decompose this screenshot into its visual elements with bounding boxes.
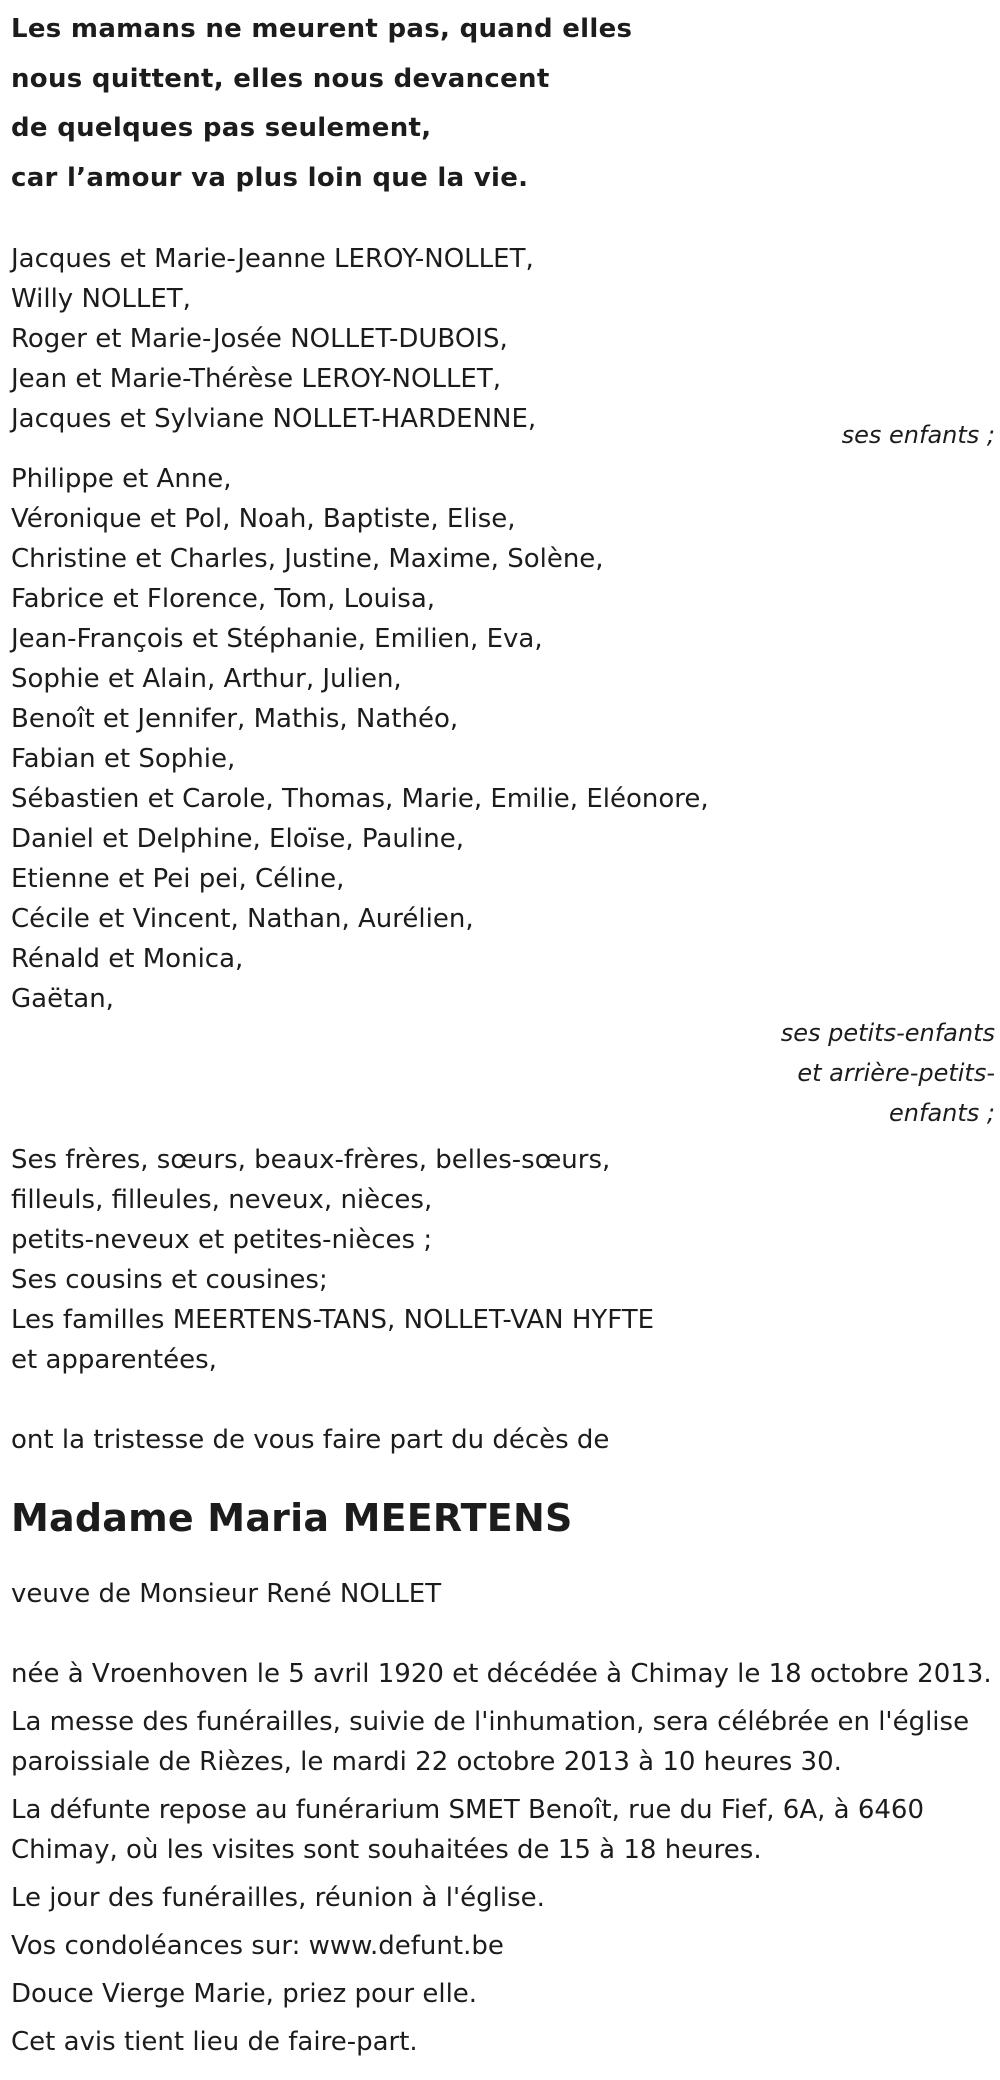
grandchild-entry: Daniel et Delphine, Eloïse, Pauline, xyxy=(11,824,465,854)
detail-paragraph: Cet avis tient lieu de faire-part. xyxy=(11,2027,418,2057)
child-entry: Jacques et Marie-Jeanne LEROY-NOLLET, xyxy=(11,244,534,274)
grandchild-entry: Benoît et Jennifer, Mathis, Nathéo, xyxy=(11,704,459,734)
child-entry: Jean et Marie-Thérèse LEROY-NOLLET, xyxy=(11,364,502,394)
announcement-text: ont la tristesse de vous faire part du décès de xyxy=(11,1425,610,1455)
detail-paragraph: Le jour des funérailles, réunion à l'église. xyxy=(11,1883,545,1913)
grandchildren-role-line: enfants ; xyxy=(889,1099,995,1127)
grandchild-entry: Cécile et Vincent, Nathan, Aurélien, xyxy=(11,904,474,934)
relative-entry: petits-neveux et petites-nièces ; xyxy=(11,1225,433,1255)
relatives-list xyxy=(11,1140,995,1380)
quote-line: de quelques pas seulement, xyxy=(11,113,432,143)
grandchildren-list xyxy=(11,459,995,1019)
deceased-name: Madame Maria MEERTENS xyxy=(11,1496,573,1540)
child-entry: Jacques et Sylviane NOLLET-HARDENNE, xyxy=(11,404,537,434)
memorial-quote xyxy=(11,5,995,203)
grandchildren-role-line: et arrière-petits- xyxy=(797,1059,995,1087)
funeral-details xyxy=(11,1654,995,2062)
grandchildren-role-label xyxy=(11,1013,995,1133)
grandchild-entry: Fabian et Sophie, xyxy=(11,744,236,774)
child-entry: Roger et Marie-Josée NOLLET-DUBOIS, xyxy=(11,324,508,354)
relative-entry: filleuls, filleules, neveux, nièces, xyxy=(11,1185,433,1215)
detail-paragraph: née à Vroenhoven le 5 avril 1920 et décédée à Chimay le 18 octobre 2013. xyxy=(11,1659,992,1689)
widow-of-text: veuve de Monsieur René NOLLET xyxy=(11,1579,442,1609)
grandchild-entry: Fabrice et Florence, Tom, Louisa, xyxy=(11,584,436,614)
grandchild-entry: Gaëtan, xyxy=(11,984,114,1014)
children-list xyxy=(11,239,995,439)
grandchildren-role-line: ses petits-enfants xyxy=(780,1019,995,1047)
relative-entry: Les familles MEERTENS-TANS, NOLLET-VAN HYFTE xyxy=(11,1305,655,1335)
relative-entry: et apparentées, xyxy=(11,1345,217,1375)
grandchild-entry: Rénald et Monica, xyxy=(11,944,244,974)
quote-line: nous quittent, elles nous devancent xyxy=(11,63,550,94)
grandchild-entry: Véronique et Pol, Noah, Baptiste, Elise, xyxy=(11,504,516,534)
grandchild-entry: Etienne et Pei pei, Céline, xyxy=(11,864,345,894)
quote-line: car l’amour va plus loin que la vie. xyxy=(11,162,529,193)
detail-paragraph: Douce Vierge Marie, priez pour elle. xyxy=(11,1979,478,2009)
grandchild-entry: Christine et Charles, Justine, Maxime, Solène, xyxy=(11,544,604,574)
detail-paragraph: La messe des funérailles, suivie de l'inhumation, sera célébrée en l'église paroissiale de Rièzes, le mardi 22 octobre 2013 à 10 heures 30. xyxy=(11,1707,970,1777)
obituary-notice xyxy=(11,0,995,2070)
grandchild-entry: Sophie et Alain, Arthur, Julien, xyxy=(11,664,402,694)
relative-entry: Ses cousins et cousines; xyxy=(11,1265,328,1295)
grandchild-entry: Jean-François et Stéphanie, Emilien, Eva, xyxy=(11,624,543,654)
grandchild-entry: Sébastien et Carole, Thomas, Marie, Emilie, Eléonore, xyxy=(11,784,709,814)
relative-entry: Ses frères, sœurs, beaux-frères, belles-sœurs, xyxy=(11,1145,611,1175)
detail-paragraph: La défunte repose au funérarium SMET Benoît, rue du Fief, 6A, à 6460 Chimay, où les visites sont souhaitées de 15 à 18 heures. xyxy=(11,1795,925,1865)
child-entry: Willy NOLLET, xyxy=(11,284,191,314)
quote-line: Les mamans ne meurent pas, quand elles xyxy=(11,14,633,44)
children-role-label: ses enfants ; xyxy=(841,421,995,449)
grandchild-entry: Philippe et Anne, xyxy=(11,464,232,494)
detail-paragraph: Vos condoléances sur: www.defunt.be xyxy=(11,1931,504,1961)
